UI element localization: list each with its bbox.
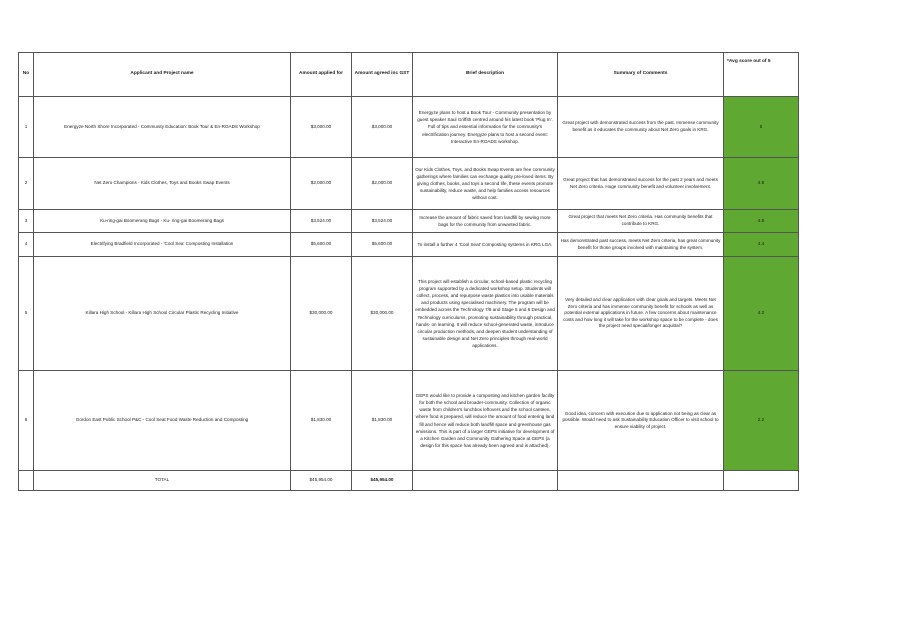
header-row — [19, 53, 799, 97]
table-row — [19, 371, 799, 471]
applicant-name: Killara High School - Killara High School Circular Plastic Recycling Initiative — [34, 257, 291, 371]
brief-description: Increase the amount of fabric saved from landfill by sewing more bags for the community from unwanted fabric. — [413, 210, 558, 233]
applicant-name: Net Zero Champions - Kids Clothes, Toys and Books Swap Events — [34, 158, 291, 210]
total-blank-cell — [413, 471, 558, 491]
summary-comments: Great project that meets Net Zero criteria. Has community benefits that contribute to KRG. — [558, 210, 724, 233]
header-amount-agreed: Amount agreed inc GST — [352, 53, 413, 97]
amount-applied: $1,830.00 — [291, 371, 352, 471]
amount-applied: $30,000.00 — [291, 257, 352, 371]
table-row — [19, 233, 799, 257]
row-number: 1 — [19, 97, 34, 158]
amount-agreed: $3,000.00 — [352, 97, 413, 158]
summary-comments: Has demonstrated past success, meets Net Zero criteria, has great community benefit for those groups involved with maintaining the system. — [558, 233, 724, 257]
brief-description: Our Kids Clothes, Toys, and Books Swap Events are free community gatherings where families can exchange quality pre-loved items. By giving clothes, books, and toys a second life, these events promote sustainability, reduce waste, and help families access resources without cost. — [413, 158, 558, 210]
brief-description: Energyze plans to host a Book Tour - Community presentation by guest speaker Saul Griffith centred around his latest book 'Plug In'. Full of tips and essential information for the community's electrification journey. Energyze plans to host a second event: Interactive En-ROADS workshop. — [413, 97, 558, 158]
row-number: 5 — [19, 257, 34, 371]
header-amount-applied: Amount applied for — [291, 53, 352, 97]
avg-score: 4.8 — [724, 158, 799, 210]
brief-description: To install a further 4 'Cool Seat' Composting systems in KRG LGA. — [413, 233, 558, 257]
header-score: *Avg score out of 5 — [724, 53, 799, 97]
avg-score: 4.4 — [724, 233, 799, 257]
amount-agreed: $3,524.00 — [352, 210, 413, 233]
total-blank-cell — [558, 471, 724, 491]
summary-comments: Good idea, concern with execution due to application not being as clear as possible. Would need to ask Sustainability Education Officer to visit school to ensure viability of project. — [558, 371, 724, 471]
table-row — [19, 210, 799, 233]
summary-comments: Great project with demonstrated success from the past. Immense community benefit as it educates the community about Net Zero goals in KRG. — [558, 97, 724, 158]
table-row — [19, 257, 799, 371]
avg-score: 4.2 — [724, 257, 799, 371]
header-no: No — [19, 53, 34, 97]
brief-description: This project will establish a circular, school-based plastic recycling program supported by a dedicated workshop setup. Students will collect, process, and repurpose waste plastics into usable materials and products using specialised machinery. The program will be embedded across the Technology 7/8 and Stage 5 and 6 Design and Technology curriculums, promoting sustainability through practical, hands- on learning. It will reduce school-generated waste, introduce circular production methods, and deepen student understanding of sustainable design and Net Zero principles through real-world applications. — [413, 257, 558, 371]
total-amount-applied: $45,954.00 — [291, 471, 352, 491]
row-number: 2 — [19, 158, 34, 210]
amount-applied: $5,600.00 — [291, 233, 352, 257]
total-row — [19, 471, 799, 491]
applicant-name: Electrifying Bradfield Incorporated - 'Cool Sea' Composting Installation — [34, 233, 291, 257]
total-blank-cell — [19, 471, 34, 491]
applicant-name: Ku-ring-gai Boomerang Bags - Ku- ring-gai Boomerang Bags — [34, 210, 291, 233]
table-row — [19, 158, 799, 210]
header-description: Brief description — [413, 53, 558, 97]
amount-agreed: $5,600.00 — [352, 233, 413, 257]
grants-table — [18, 52, 799, 491]
avg-score: 2.2 — [724, 371, 799, 471]
avg-score: 4.8 — [724, 210, 799, 233]
table-row — [19, 97, 799, 158]
total-label: TOTAL — [34, 471, 291, 491]
amount-applied: $3,524.00 — [291, 210, 352, 233]
total-blank-cell — [724, 471, 799, 491]
header-comments: Summary of Comments — [558, 53, 724, 97]
amount-applied: $2,000.00 — [291, 158, 352, 210]
header-applicant: Applicant and Project name — [34, 53, 291, 97]
amount-applied: $3,000.00 — [291, 97, 352, 158]
applicant-name: Energyze North Shore Incorporated - Community Education: Book Tour & En-ROADS Workshop — [34, 97, 291, 158]
row-number: 4 — [19, 233, 34, 257]
summary-comments: Very detailed and clear application with clear goals and targets. Meets Net Zero criteria and has immense community benefit for schools as well as potential external applications in future. A few concerns about maintenance costs and how long it will take for the workshop space to be complete - does the project need special/longer acquittal? — [558, 257, 724, 371]
applicant-name: Gordon East Public School P&C - Cool Seat Food Waste Reduction and Composting — [34, 371, 291, 471]
brief-description: GEPS would like to provide a composting and kitchen garden facility for both the school and broader-community. Collection of organic waste from children's lunchbox leftovers and the school canteen, where food is prepared, will reduce the amount of food entering land fill and hence will reduce both landfill space and greenhouse gas emissions. This is part of a larger GEPS initiative for development of a Kitchen Garden and Community Gathering Space at GEPS (a design for this space has already been agreed and is attached). — [413, 371, 558, 471]
avg-score: 5 — [724, 97, 799, 158]
row-number: 6 — [19, 371, 34, 471]
total-amount-agreed: $45,954.00 — [352, 471, 413, 491]
amount-agreed: $30,000.00 — [352, 257, 413, 371]
row-number: 3 — [19, 210, 34, 233]
amount-agreed: $2,000.00 — [352, 158, 413, 210]
amount-agreed: $1,830.00 — [352, 371, 413, 471]
summary-comments: Great project that has demonstrated success for the past 2 years and meets Net Zero criteria. Huge community benefit and volunteer involvement. — [558, 158, 724, 210]
